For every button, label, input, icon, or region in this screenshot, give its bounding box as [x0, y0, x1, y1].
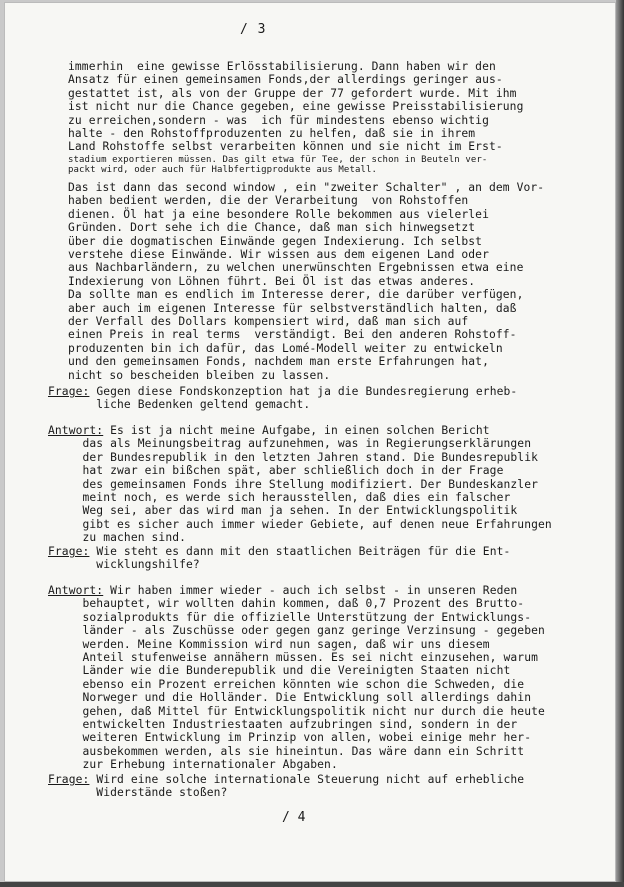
- page-number-bottom: / 4: [282, 810, 306, 825]
- answer-1-text: Es ist ja nicht meine Aufgabe, in einen solchen Bericht das als Meinungsbeitrag aufzunehmen, was in Regierungserklärungen der Bundesrepublik in den letzten Jahren stand. Die Bundesrepublik hat zwar ein bißchen spät, aber schließlich doch in der Frage des gemeinsamen Fonds ihre Stellung modifiziert. Der Bundeskanzler meint noch, es werde sich herausstellen, daß dies ein falscher Weg sei, aber das wird man ja sehen. In der Entwicklungspolitik gibt es sicher auch immer wieder Gebiete, auf denen neue Erfahrungen zu machen sind.: [82, 424, 552, 545]
- paragraph-1: immerhin eine gewisse Erlösstabilisierung. Dann haben wir den Ansatz für einen gemeinsamen Fonds,der allerdings geringer aus- gestattet ist, als von der Gruppe der 77 gefordert wurde. Mit ihm ist nicht nur die Chance gegeben, eine gewisse Preisstabilisierung zu erreichen,sondern - was ich für mindestens ebenso wichtig halte - den Rohstoffproduzenten zu helfen, daß sie in ihrem Land Rohstoffe selbst verarbeiten können und sie nicht im Erst-: [68, 60, 524, 154]
- question-1-text: Gegen diese Fondskonzeption hat ja die Bundesregierung erheb- liche Bedenken geltend gemacht.: [96, 385, 518, 412]
- question-label: Frage:: [48, 773, 90, 786]
- answer-label: Antwort:: [48, 584, 104, 597]
- paragraph-1-tail: stadium exportieren müssen. Das gilt etwa für Tee, der schon in Beuteln ver- packt wird, oder auch für Halbfertigprodukte aus Metall.: [68, 155, 488, 175]
- question-3-text: Wird eine solche internationale Steuerung nicht auf erhebliche Widerstände stoßen?: [96, 773, 525, 800]
- document-page: [4, 2, 616, 882]
- paragraph-2: Das ist dann das second window , ein "zweiter Schalter" , an dem Vor- haben bedient werden, die der Verarbeitung von Rohstoffen dienen. Öl hat ja eine besondere Rolle bekommen aus vielerlei Gründen. Dort sehe ich die Chance, daß man sich hinwegsetzt über die dogmatischen Einwände gegen Indexierung. Ich selbst verstehe diese Einwände. Wir wissen aus dem eigenen Land oder aus Nachbarländern, zu welchen unerwünschten Ergebnissen etwa eine Indexierung von Löhnen führt. Bei Öl ist das etwas anderes. Da sollte man es endlich im Interesse derer, die darüber verfügen, aber auch im eigenen Interesse für selbstverständlich halten, daß der Verfall des Dollars kompensiert wird, daß man sich auf einen Preis in real terms verständigt. Bei den anderen Rohstoff- produzenten bin ich dafür, das Lomé-Modell weiter zu entwickeln und den gemeinsamen Fonds, nachdem man erste Erfahrungen hat, nicht so bescheiden bleiben zu lassen.: [68, 181, 545, 382]
- answer-label: Antwort:: [48, 424, 104, 437]
- answer-1: [48, 424, 552, 545]
- question-2: [48, 545, 510, 572]
- question-3: [48, 773, 524, 800]
- scan-edge-bottom: [0, 882, 624, 887]
- question-2-text: Wie steht es dann mit den staatlichen Beiträgen für die Ent- wicklungshilfe?: [96, 545, 511, 572]
- question-1: [48, 385, 517, 412]
- question-label: Frage:: [48, 545, 90, 558]
- scan-edge-right: [616, 0, 624, 887]
- page-number-top: / 3: [240, 22, 267, 37]
- answer-2: [48, 584, 545, 772]
- question-label: Frage:: [48, 385, 90, 398]
- answer-2-text: Wir haben immer wieder - auch ich selbst - in unseren Reden behauptet, wir wollten dahin kommen, daß 0,7 Prozent des Brutto- sozialprodukts für die offizielle Unterstützung der Entwicklungs- länder - als Zuschüsse oder gegen ganz geringe Verzinsung - gegeben werden. Meine Kommission wird nun sagen, daß wir uns diesem Anteil stufenweise annähern müssen. Es sei nicht einzusehen, warum Länder wie die Bunderepublik und die Vereinigten Staaten nicht ebenso ein Prozent erreichen könnten wie schon die Schweden, die Norweger und die Holländer. Die Entwicklung soll allerdings dahin gehen, daß Mittel für Entwicklungspolitik nicht nur durch die heute entwickelten Industriestaaten aufzubringen sind, sondern in der weiteren Entwicklung im Prinzip von allen, wobei einige mehr her- ausbekommen werden, als sie hineintun. Das wäre dann ein Schritt zur Erhebung internationaler Abgaben.: [82, 584, 545, 772]
